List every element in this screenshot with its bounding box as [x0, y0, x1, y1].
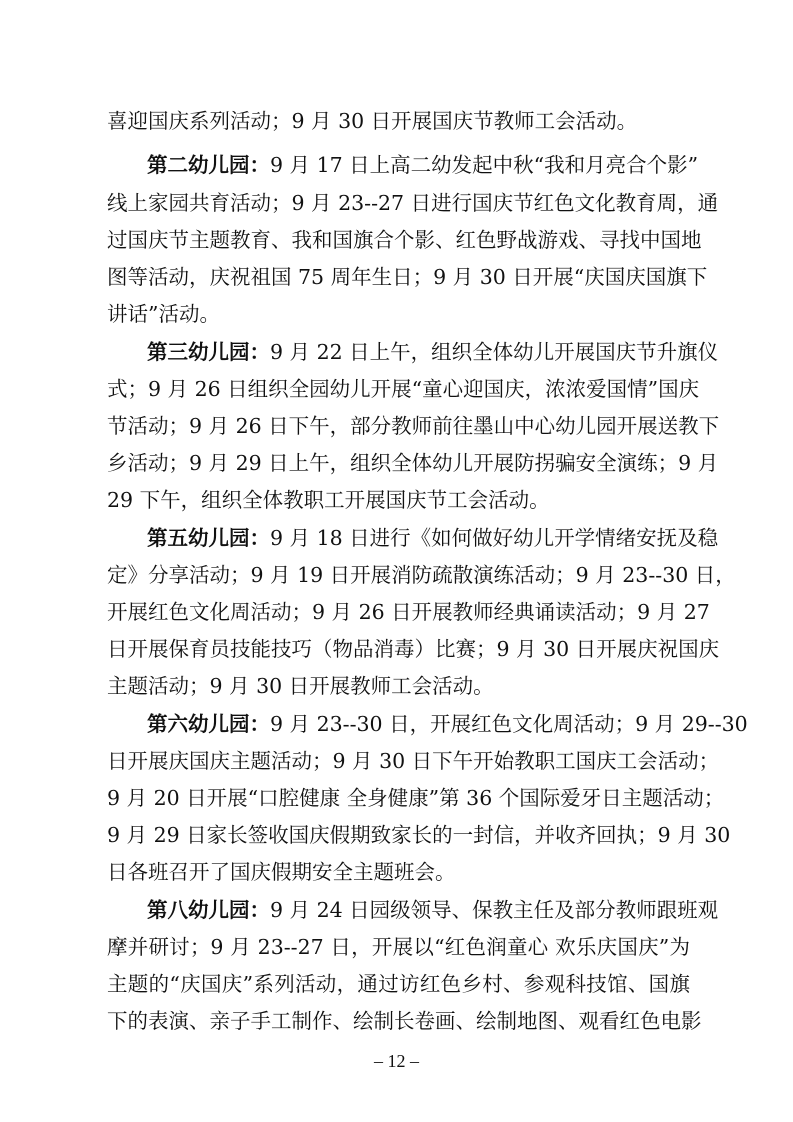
paragraph-first-line [147, 897, 719, 923]
paragraph-text: 9 月 22 日上午，组织全体幼儿开展国庆节升旗仪 [270, 340, 719, 364]
paragraph-text: 9 月 17 日上高二幼发起中秋“我和月亮合个影” [270, 153, 699, 177]
kindergarten-title: 第八幼儿园： [147, 898, 270, 922]
kindergarten-title: 第五幼儿园： [147, 526, 270, 550]
paragraph-text: 9 月 18 日进行《如何做好幼儿开学情绪安抚及稳 [270, 526, 719, 550]
paragraph-first-line [147, 525, 719, 551]
paragraph-text: 9 月 24 日园级领导、保教主任及部分教师跟班观 [270, 898, 719, 922]
paragraph-line: 9 月 20 日开展“口腔健康 全身健康”第 36 个国际爱牙日主题活动； [107, 786, 725, 810]
paragraph-line: 日开展庆国庆主题活动；9 月 30 日下午开始教职工国庆工会活动； [107, 749, 720, 773]
paragraph-text: 9 月 23--30 日，开展红色文化周活动；9 月 29--30 [270, 712, 748, 736]
paragraph-line: 日开展保育员技能技巧（物品消毒）比赛；9 月 30 日开展庆祝国庆 [107, 637, 720, 661]
page-number: – 12 – [374, 1051, 419, 1071]
kindergarten-title: 第三幼儿园： [147, 340, 270, 364]
paragraph-first-line [147, 152, 699, 178]
paragraph-line: 定》分享活动；9 月 19 日开展消防疏散演练活动；9 月 23--30 日， [107, 563, 736, 587]
paragraph-line: 主题活动；9 月 30 日开展教师工会活动。 [107, 674, 494, 698]
paragraph-line: 线上家园共育活动；9 月 23--27 日进行国庆节红色文化教育周，通 [107, 191, 719, 215]
paragraph-line: 开展红色文化周活动；9 月 26 日开展教师经典诵读活动；9 月 27 [107, 600, 710, 624]
paragraph-first-line [147, 711, 748, 737]
paragraph-line: 喜迎国庆系列活动；9 月 30 日开展国庆节教师工会活动。 [107, 109, 638, 133]
paragraph-line: 29 下午，组织全体教职工开展国庆节工会活动。 [107, 488, 550, 512]
paragraph-line: 式；9 月 26 日组织全园幼儿开展“童心迎国庆，浓浓爱国情”国庆 [107, 377, 700, 401]
paragraph-line: 讲话”活动。 [107, 302, 220, 326]
kindergarten-title: 第六幼儿园： [147, 712, 270, 736]
paragraph-line: 过国庆节主题教育、我和国旗合个影、红色野战游戏、寻找中国地 [107, 228, 702, 252]
paragraph-line: 下的表演、亲子手工制作、绘制长卷画、绘制地图、观看红色电影 [107, 1009, 702, 1033]
paragraph-line: 摩并研讨；9 月 23--27 日，开展以“红色润童心 欢乐庆国庆”为 [107, 935, 690, 959]
paragraph-line: 9 月 29 日家长签收国庆假期致家长的一封信，并收齐回执；9 月 30 [107, 823, 731, 847]
paragraph-line: 日各班召开了国庆假期安全主题班会。 [107, 860, 456, 884]
paragraph-line: 节活动；9 月 26 日下午，部分教师前往墨山中心幼儿园开展送教下 [107, 414, 720, 438]
paragraph-line: 乡活动；9 月 29 日上午，组织全体幼儿开展防拐骗安全演练；9 月 [107, 451, 719, 475]
kindergarten-title: 第二幼儿园： [147, 153, 270, 177]
paragraph-first-line [147, 339, 719, 365]
paragraph-line: 主题的“庆国庆”系列活动，通过访红色乡村、参观科技馆、国旗 [107, 972, 690, 996]
paragraph-line: 图等活动，庆祝祖国 75 周年生日；9 月 30 日开展“庆国庆国旗下 [107, 265, 708, 289]
